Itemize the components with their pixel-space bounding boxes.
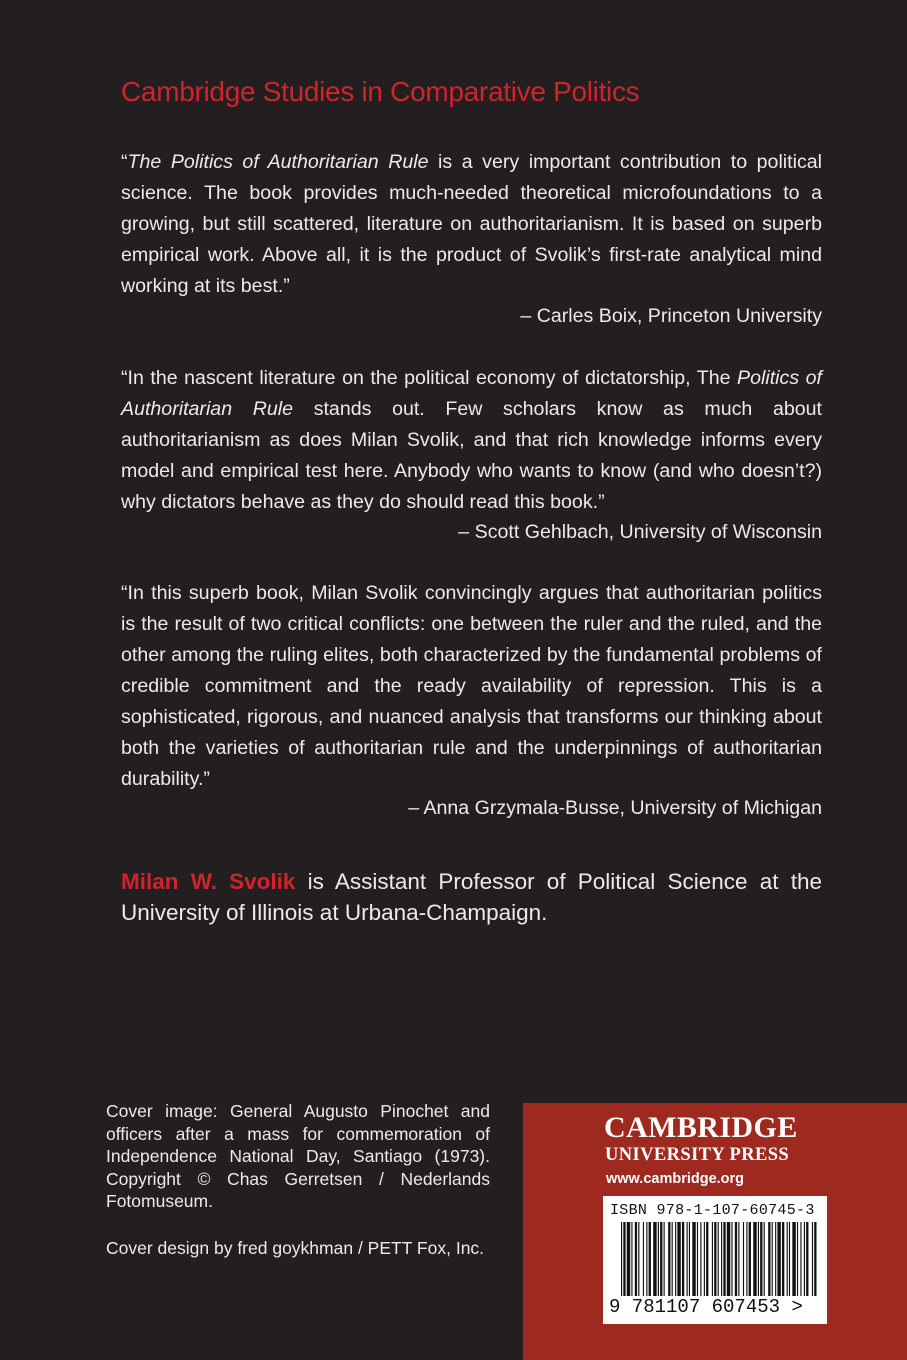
barcode-bar [753, 1222, 756, 1296]
quote-3-attribution: – Anna Grzymala-Busse, University of Michigan [408, 797, 822, 819]
barcode-bar [772, 1222, 773, 1296]
barcode-bar [638, 1222, 639, 1296]
quote-2-text-before: “In the nascent literature on the political economy of dictatorship, The [121, 367, 738, 389]
quote-2-attribution: – Scott Gehlbach, University of Wisconsin [458, 521, 822, 543]
barcode-bar [812, 1222, 813, 1296]
barcode-bar [814, 1222, 816, 1296]
barcode-bar [700, 1222, 701, 1296]
barcode-bar [743, 1222, 744, 1296]
blurb-quote-3: “In this superb book, Milan Svolik convincingly argues that authoritarian politics is the result of two critical conflicts: one between the ruler and the ruled, and the other among the ruling elites, both characterized by the fundamental problems of credible commitment and the ready availability of repression. This is a sophisticated, rigorous, and nuanced analysis that transforms our thinking about both the varieties of authoritarian rule and the underpinnings of authoritarian durability.” [121, 582, 822, 790]
barcode-bar [653, 1222, 656, 1296]
barcode-bar [735, 1222, 737, 1296]
barcode-bar [682, 1222, 684, 1296]
barcode-bar [646, 1222, 647, 1296]
author-bio-text: is Assistant Professor of Political Science at the University of Illinois at Urbana-Champaign. [121, 869, 822, 925]
quote-1-open-mark: “ [121, 151, 128, 173]
barcode-bar [797, 1222, 798, 1296]
quote-2-book-title: Politics of Authoritarian Rule [121, 367, 822, 420]
quote-2-text-after: stands out. Few scholars know as much about authoritarianism as does Milan Svolik, and that rich knowledge informs every model and empirical test here. Anybody who wants to know (and who doesn’t?) why dictators behave as they do should read this book.” [121, 398, 822, 513]
quote-1-text: is a very important contribution to political science. The book provides much-needed theoretical microfoundations to a growing, but still scattered, literature on authoritarianism. It is based on superb empirical work. Above all, it is the product of Svolik’s first-rate analytical mind working at its best.” [121, 151, 822, 297]
barcode-bar [704, 1222, 705, 1296]
barcode-bar [721, 1222, 722, 1296]
barcode-bar [758, 1222, 759, 1296]
barcode-bar [712, 1222, 713, 1296]
barcode-bar [692, 1222, 695, 1296]
barcode-bar [635, 1222, 637, 1296]
author-bio [121, 866, 822, 928]
barcode-bar [718, 1222, 719, 1296]
publisher-url: www.cambridge.org [606, 1171, 745, 1187]
barcode-bar [631, 1222, 632, 1296]
barcode-digits: 9 781107 607453 > [609, 1296, 803, 1318]
barcode-bar [664, 1222, 665, 1296]
barcode-bar [697, 1222, 698, 1296]
isbn-label: ISBN 978-1-107-60745-3 [610, 1202, 815, 1219]
barcode-bar [792, 1222, 795, 1296]
barcode-bar [643, 1222, 644, 1296]
isbn-barcode [603, 1196, 827, 1324]
series-title: Cambridge Studies in Comparative Politics [121, 76, 640, 107]
barcode-bar [723, 1222, 725, 1296]
barcode-bar [764, 1222, 765, 1296]
barcode-bar [787, 1222, 788, 1296]
publisher-block [523, 1103, 907, 1360]
barcode-bar [800, 1222, 801, 1296]
barcode-bar [746, 1222, 747, 1296]
barcode-bar [789, 1222, 790, 1296]
barcode-bar [775, 1222, 776, 1296]
barcode-bar [621, 1222, 622, 1296]
barcode-bar [672, 1222, 673, 1296]
barcode-bar [714, 1222, 716, 1296]
barcode-bar [738, 1222, 739, 1296]
barcode-bar [687, 1222, 688, 1296]
barcode-bar [806, 1222, 808, 1296]
barcode-bar [782, 1222, 784, 1296]
barcode-bar [660, 1222, 662, 1296]
barcode-bar [623, 1222, 625, 1296]
cover-design-credit: Cover design by fred goykhman / PETT Fox, Inc. [106, 1238, 485, 1258]
barcode-bar [668, 1222, 670, 1296]
barcode-bar [777, 1222, 780, 1296]
barcode-bar [768, 1222, 770, 1296]
barcode-bar [749, 1222, 751, 1296]
quote-1-book-title: The Politics of Authoritarian Rule [127, 151, 429, 173]
barcode-bar [649, 1222, 651, 1296]
quote-1-attribution: – Carles Boix, Princeton University [520, 305, 822, 327]
barcode-bar [731, 1222, 732, 1296]
author-name: Milan W. Svolik [121, 869, 296, 894]
barcode-bar [675, 1222, 676, 1296]
publisher-logo-name: CAMBRIDGE [604, 1111, 798, 1144]
barcode-bar [689, 1222, 690, 1296]
barcode-bar [658, 1222, 659, 1296]
barcode-bar [706, 1222, 708, 1296]
barcode-bar [760, 1222, 762, 1296]
blurb-quote-2 [121, 363, 822, 518]
publisher-logo-subtitle: UNIVERSITY PRESS [605, 1145, 790, 1165]
barcode-bar [627, 1222, 630, 1296]
barcode-bar [677, 1222, 680, 1296]
barcode-bar [804, 1222, 805, 1296]
blurb-quote-1 [121, 147, 822, 302]
barcode-bar [727, 1222, 730, 1296]
cover-image-credit: Cover image: General Augusto Pinochet and officers after a mass for commemoration of Independence National Day, Santiago (1973). Copyright © Chas Gerretsen / Nederlands Fotomuseum. [106, 1101, 490, 1211]
barcode-bars [621, 1222, 817, 1296]
